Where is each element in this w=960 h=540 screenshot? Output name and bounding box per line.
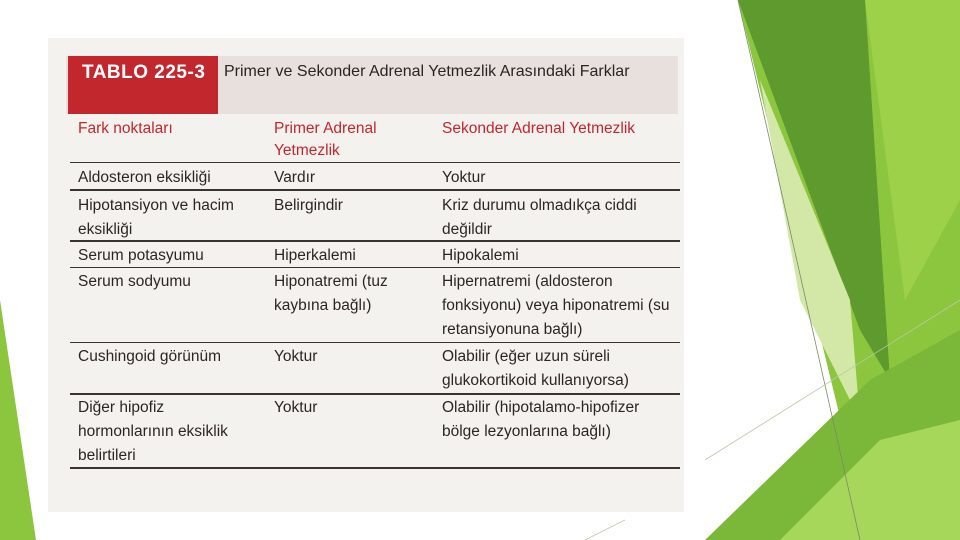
column-header-difference: Fark noktaları [78,120,173,137]
row-4-feature: Serum sodyumu [78,273,191,290]
row-2-secondary: Kriz durumu olmadıkça ciddi değildir [442,197,637,238]
row-1-feature: Aldosteron eksikliği [78,169,211,186]
row-5-feature: Cushingoid görünüm [78,348,222,365]
row-1-secondary: Yoktur [442,169,486,186]
table-title: Primer ve Sekonder Adrenal Yetmezlik Arasındaki Farklar [224,63,630,80]
row-3-feature: Serum potasyumu [78,247,204,264]
row-6-feature: Diğer hipofiz hormonlarının eksiklik belirtileri [78,399,228,464]
row-divider [70,342,680,343]
row-5-secondary: Olabilir (eğer uzun süreli glukokortikoid kullanıyorsa) [442,348,629,389]
row-3-secondary: Hipokalemi [442,247,519,264]
row-5-primary: Yoktur [274,348,318,365]
row-divider [70,240,680,242]
header-rule [70,162,680,163]
row-1-primary: Vardır [274,169,316,186]
row-3-primary: Hiperkalemi [274,247,356,264]
scanned-table [48,38,684,512]
row-2-feature: Hipotansiyon ve hacim eksikliği [78,197,234,238]
row-divider [70,189,680,191]
column-header-secondary: Sekonder Adrenal Yetmezlik [442,120,636,137]
row-2-primary: Belirgindir [274,197,343,214]
left-green-sliver [0,300,36,540]
row-6-secondary: Olabilir (hipotalamo-hipofizer bölge lezyonlarına bağlı) [442,399,640,440]
row-4-primary: Hiponatremi (tuz kaybına bağlı) [274,273,388,314]
table-number-badge: TABLO 225-3 [68,56,218,114]
row-4-secondary: Hipernatremi (aldosteron fonksiyonu) veya hiponatremi (su retansiyonuna bağlı) [442,273,670,338]
row-divider [70,267,680,268]
table-bottom-rule [70,467,680,469]
thin-accent-line-3 [585,520,625,540]
row-6-primary: Yoktur [274,399,318,416]
row-divider [70,393,680,395]
column-header-primary: Primer Adrenal Yetmezlik [274,120,377,159]
